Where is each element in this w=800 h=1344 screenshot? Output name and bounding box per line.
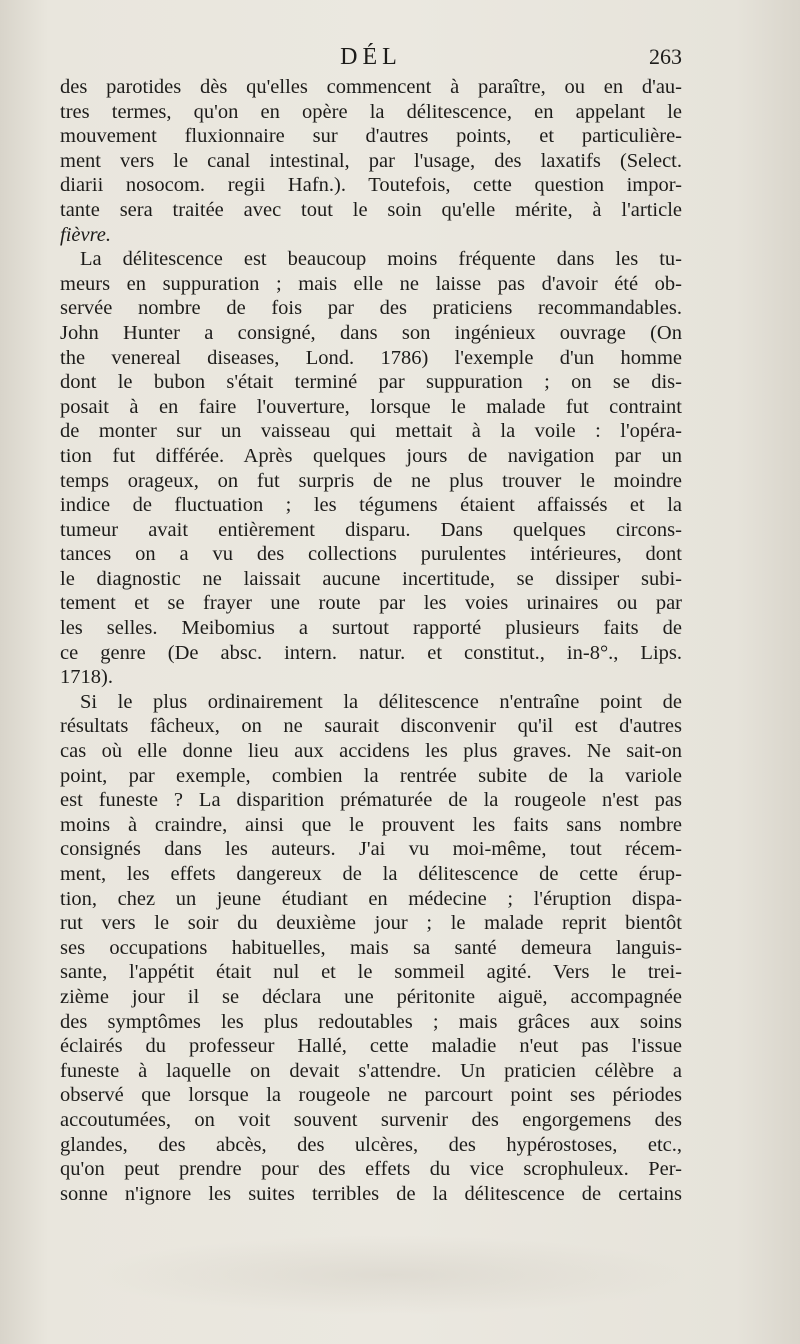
text-line: servée nombre de fois par des praticiens recommandables.	[60, 297, 682, 320]
text-line: ses occupations habituelles, mais sa santé demeura languis-	[60, 936, 682, 959]
text-line: John Hunter a consigné, dans son ingénieux ouvrage (On	[60, 321, 682, 344]
text-line: zième jour il se déclara une péritonite aiguë, accompagnée	[60, 985, 682, 1008]
text-line: posait à en faire l'ouverture, lorsque le malade fut contraint	[60, 395, 682, 418]
text-line: est funeste ? La disparition prématurée de la rougeole n'est pas	[60, 789, 682, 812]
text-line: tement et se frayer une route par les voies urinaires ou par	[60, 592, 682, 615]
paper-stain	[90, 1235, 690, 1315]
text-line: des parotides dès qu'elles commencent à paraître, ou en d'au-	[60, 76, 682, 98]
text-line: ce genre (De absc. intern. natur. et constitut., in-8°., Lips.	[60, 641, 682, 664]
text-line: le diagnostic ne laissait aucune incertitude, se dissiper subi-	[60, 567, 682, 590]
text-line: diarii nosocom. regii Hafn.). Toutefois, cette question impor-	[60, 174, 682, 197]
text-line: tres termes, qu'on en opère la délitescence, en appelant le	[60, 100, 682, 123]
text-line: les selles. Meibomius a surtout rapporté plusieurs faits de	[60, 617, 682, 640]
page-number: 263	[649, 44, 682, 69]
text-line: observé que lorsque la rougeole ne parcourt point ses périodes	[60, 1084, 682, 1107]
text-line: qu'on peut prendre pour des effets du vice scrophuleux. Per-	[60, 1158, 682, 1181]
text-line: cas où elle donne lieu aux accidens les plus graves. Ne sait-on	[60, 740, 682, 763]
text-line: sonne n'ignore les suites terribles de la délitescence de certains	[60, 1182, 682, 1205]
text-line: tances on a vu des collections purulentes intérieures, dont	[60, 543, 682, 566]
page-header	[60, 44, 682, 78]
text-line: résultats fâcheux, on ne saurait disconvenir qu'il est d'autres	[60, 715, 682, 738]
text-line: mouvement fluxionnaire sur d'autres points, et particulière-	[60, 125, 682, 148]
text-line: La délitescence est beaucoup moins fréquente dans les tu-	[80, 248, 682, 271]
text-line: funeste à laquelle on devait s'attendre. Un praticien célèbre a	[60, 1059, 682, 1082]
text-line: temps orageux, on fut surpris de ne plus trouver le moindre	[60, 469, 682, 492]
text-line: 1718).	[60, 666, 113, 689]
text-line: accoutumées, on voit souvent survenir des engorgemens des	[60, 1108, 682, 1131]
text-line: tion, chez un jeune étudiant en médecine ; l'éruption dispa-	[60, 887, 682, 910]
text-line: tante sera traitée avec tout le soin qu'elle mérite, à l'article	[60, 198, 682, 221]
running-head: DÉL	[340, 44, 402, 70]
text-line: point, par exemple, combien la rentrée subite de la variole	[60, 764, 682, 787]
text-line: des symptômes les plus redoutables ; mais grâces aux soins	[60, 1010, 682, 1033]
text-line: ment, les effets dangereux de la délitescence de cette érup-	[60, 863, 682, 885]
text-line: dont le bubon s'était terminé par suppuration ; on se dis-	[60, 371, 682, 394]
text-line: glandes, des abcès, des ulcères, des hypérostoses, etc.,	[60, 1133, 682, 1156]
text-line: rut vers le soir du deuxième jour ; le malade reprit bientôt	[60, 912, 682, 935]
text-line: ment vers le canal intestinal, par l'usage, des laxatifs (Select.	[60, 149, 682, 172]
body-text	[60, 75, 682, 1206]
text-line: Si le plus ordinairement la délitescence n'entraîne point de	[80, 690, 682, 713]
text-line: tion fut différée. Après quelques jours de navigation par un	[60, 444, 682, 467]
text-line: sante, l'appétit était nul et le sommeil agité. Vers le trei-	[60, 961, 682, 984]
text-line: the venereal diseases, Lond. 1786) l'exemple d'un homme	[60, 346, 682, 369]
text-line: meurs en suppuration ; mais elle ne laisse pas d'avoir été ob-	[60, 272, 682, 295]
text-line: éclairés du professeur Hallé, cette maladie n'eut pas l'issue	[60, 1035, 682, 1058]
text-line: indice de fluctuation ; les tégumens étaient affaissés et la	[60, 494, 682, 517]
text-line: fièvre.	[60, 223, 112, 246]
text-line: de monter sur un vaisseau qui mettait à la voile : l'opéra-	[60, 420, 682, 443]
text-line: moins à craindre, ainsi que le prouvent les faits sans nombre	[60, 813, 682, 836]
text-line: tumeur avait entièrement disparu. Dans quelques circons-	[60, 518, 682, 541]
text-line: consignés dans les auteurs. J'ai vu moi-même, tout récem-	[60, 838, 682, 861]
